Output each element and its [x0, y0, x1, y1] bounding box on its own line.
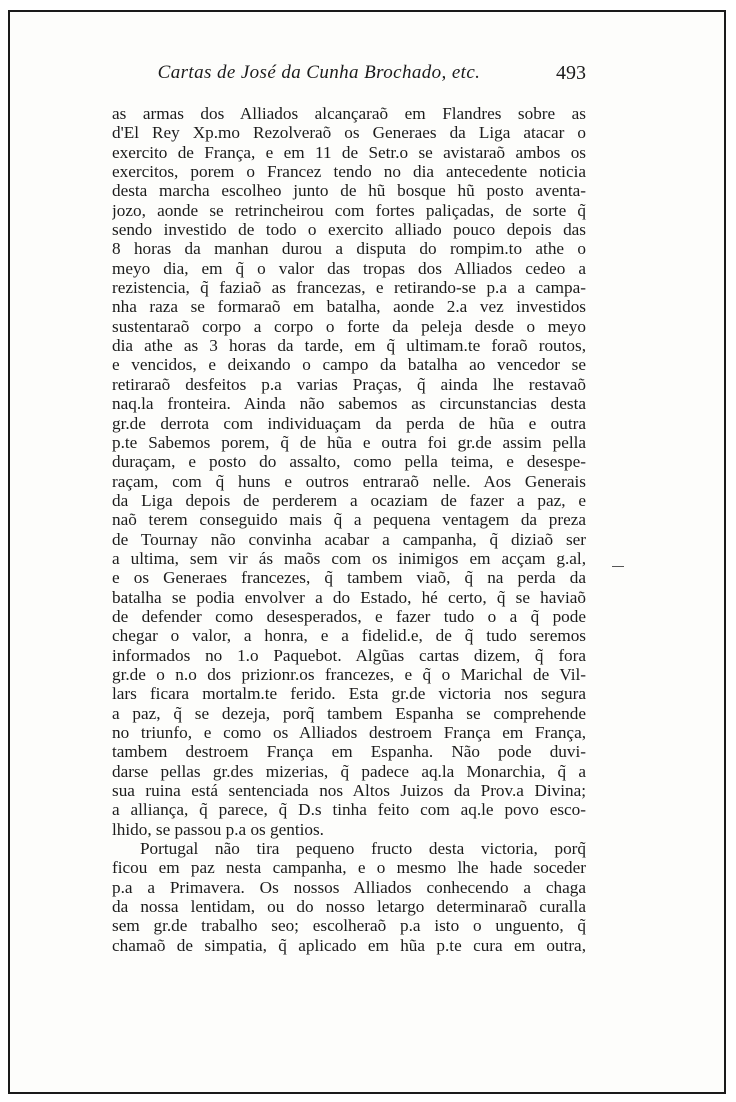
text-line: gr.de o n.o dos prizionr.os francezes, e q̃ o Marichal de Vil-: [112, 664, 586, 684]
text-line: lhido, se passou p.a os gentios.: [112, 819, 324, 839]
text-line: a alliança, q̃ parece, q̃ D.s tinha feito com aq.le povo esco-: [112, 800, 586, 820]
text-line: a ultima, sem vir ás maõs com os inimigos em acçam g.al,: [112, 548, 586, 568]
text-line: de Tournay não convinha acabar a campanha, q̃ diziaõ ser: [112, 529, 586, 549]
text-line: no triunfo, e como os Alliados destroem França em França,: [112, 723, 586, 742]
text-line: de defender como desesperados, e fazer tudo o a q̃ pode: [112, 606, 586, 626]
text-line: e vencidos, e deixando o campo da batalha ao vencedor se: [112, 355, 586, 375]
text-line: d'El Rey Xp.mo Rezolveraõ os Generaes da Liga atacar o: [112, 123, 586, 143]
running-title: Cartas de José da Cunha Brochado, etc.: [157, 62, 481, 83]
text-line: ficou em paz nesta campanha, e o mesmo lhe hade soceder: [112, 858, 586, 878]
text-line: p.a a Primavera. Os nossos Alliados conhecendo a chaga: [112, 877, 586, 897]
text-line: naq.la fronteira. Ainda não sabemos as circunstancias desta: [112, 394, 586, 414]
text-line: as armas dos Alliados alcançaraõ em Flandres sobre as: [112, 104, 586, 123]
page-number: 493: [556, 62, 586, 84]
text-line: duraçam, e posto do assalto, como pella teima, e desespe-: [112, 452, 586, 472]
text-line: tambem destroem França em Espanha. Não pode duvi-: [112, 742, 586, 762]
text-line: sendo investido de todo o exercito alliado pouco depois das: [112, 220, 586, 240]
text-line: meyo dia, em q̃ o valor das tropas dos Alliados cedeo a: [112, 258, 586, 278]
text-line: naõ terem conseguido mais q̃ a pequena ventagem da preza: [112, 510, 586, 530]
text-line: sustentaraõ corpo a corpo o forte da peleja desde o meyo: [112, 316, 586, 336]
text-line: e os Generaes francezes, q̃ tambem viaõ, q̃ na perda da: [112, 568, 586, 588]
body-text: [112, 104, 586, 955]
text-line: chegar o valor, a honra, e a fidelid.e, de q̃ tudo seremos: [112, 626, 586, 646]
text-line: nha raza se formaraõ em batalha, aonde 2.a vez investidos: [112, 297, 586, 317]
text-line: da Liga depois de perderem a ocaziam de fazer a paz, e: [112, 490, 586, 510]
text-line: darse pellas gr.des mizerias, q̃ padece aq.la Monarchia, q̃ a: [112, 761, 586, 781]
text-line: desta marcha escolheo junto de hũ bosque hũ posto aventa-: [112, 181, 586, 201]
text-line: informados no 1.o Paquebot. Algũas cartas dizem, q̃ fora: [112, 645, 586, 665]
text-line: chamaõ de simpatia, q̃ aplicado em hũa p.te cura em outra,: [112, 935, 586, 955]
text-line: exercito de França, e em 11 de Setr.o se avistaraõ ambos os: [112, 142, 586, 162]
text-line: batalha se podia envolver a do Estado, hé certo, q̃ se haviaõ: [112, 587, 586, 607]
text-line: sem gr.de trabalho seo; escolheraõ p.a isto o unguento, q̃: [112, 916, 586, 936]
text-line: gr.de derrota com individuaçam da perda de hũa e outra: [112, 413, 586, 433]
text-line: retiraraõ desfeitos p.a varias Praças, q̃ ainda lhe restavaõ: [112, 374, 586, 394]
text-line: lars ficara mortalm.te ferido. Esta gr.de victoria nos segura: [112, 684, 586, 704]
text-line: 8 horas da manhan durou a disputa do rompim.to athe o: [112, 239, 586, 259]
text-line: raçam, com q̃ huns e outros entraraõ nelle. Aos Generais: [112, 471, 586, 491]
running-header: [112, 62, 586, 88]
text-line: sua ruina está sentenciada nos Altos Juizos da Prov.a Divina;: [112, 781, 586, 801]
text-line: exercitos, porem o Francez tendo no dia antecedente noticia: [112, 162, 586, 182]
text-line: a paz, q̃ se dezeja, porq̃ tambem Espanha se comprehende: [112, 703, 586, 723]
margin-mark: [612, 566, 624, 567]
text-line: p.te Sabemos porem, q̃ de hũa e outra foi gr.de assim pella: [112, 432, 586, 452]
text-line: dia athe as 3 horas da tarde, em q̃ ultimam.te foraõ routos,: [112, 336, 586, 356]
text-line: Portugal não tira pequeno fructo desta victoria, porq̃: [140, 839, 586, 859]
text-line: jozo, aonde se retrincheirou com fortes paliçadas, de sorte q̃: [112, 200, 586, 220]
text-line: da nossa lentidam, ou do nosso letargo determinaraõ curalla: [112, 897, 586, 917]
text-line: rezistencia, q̃ faziaõ as francezas, e retirando-se p.a a campa-: [112, 278, 586, 298]
